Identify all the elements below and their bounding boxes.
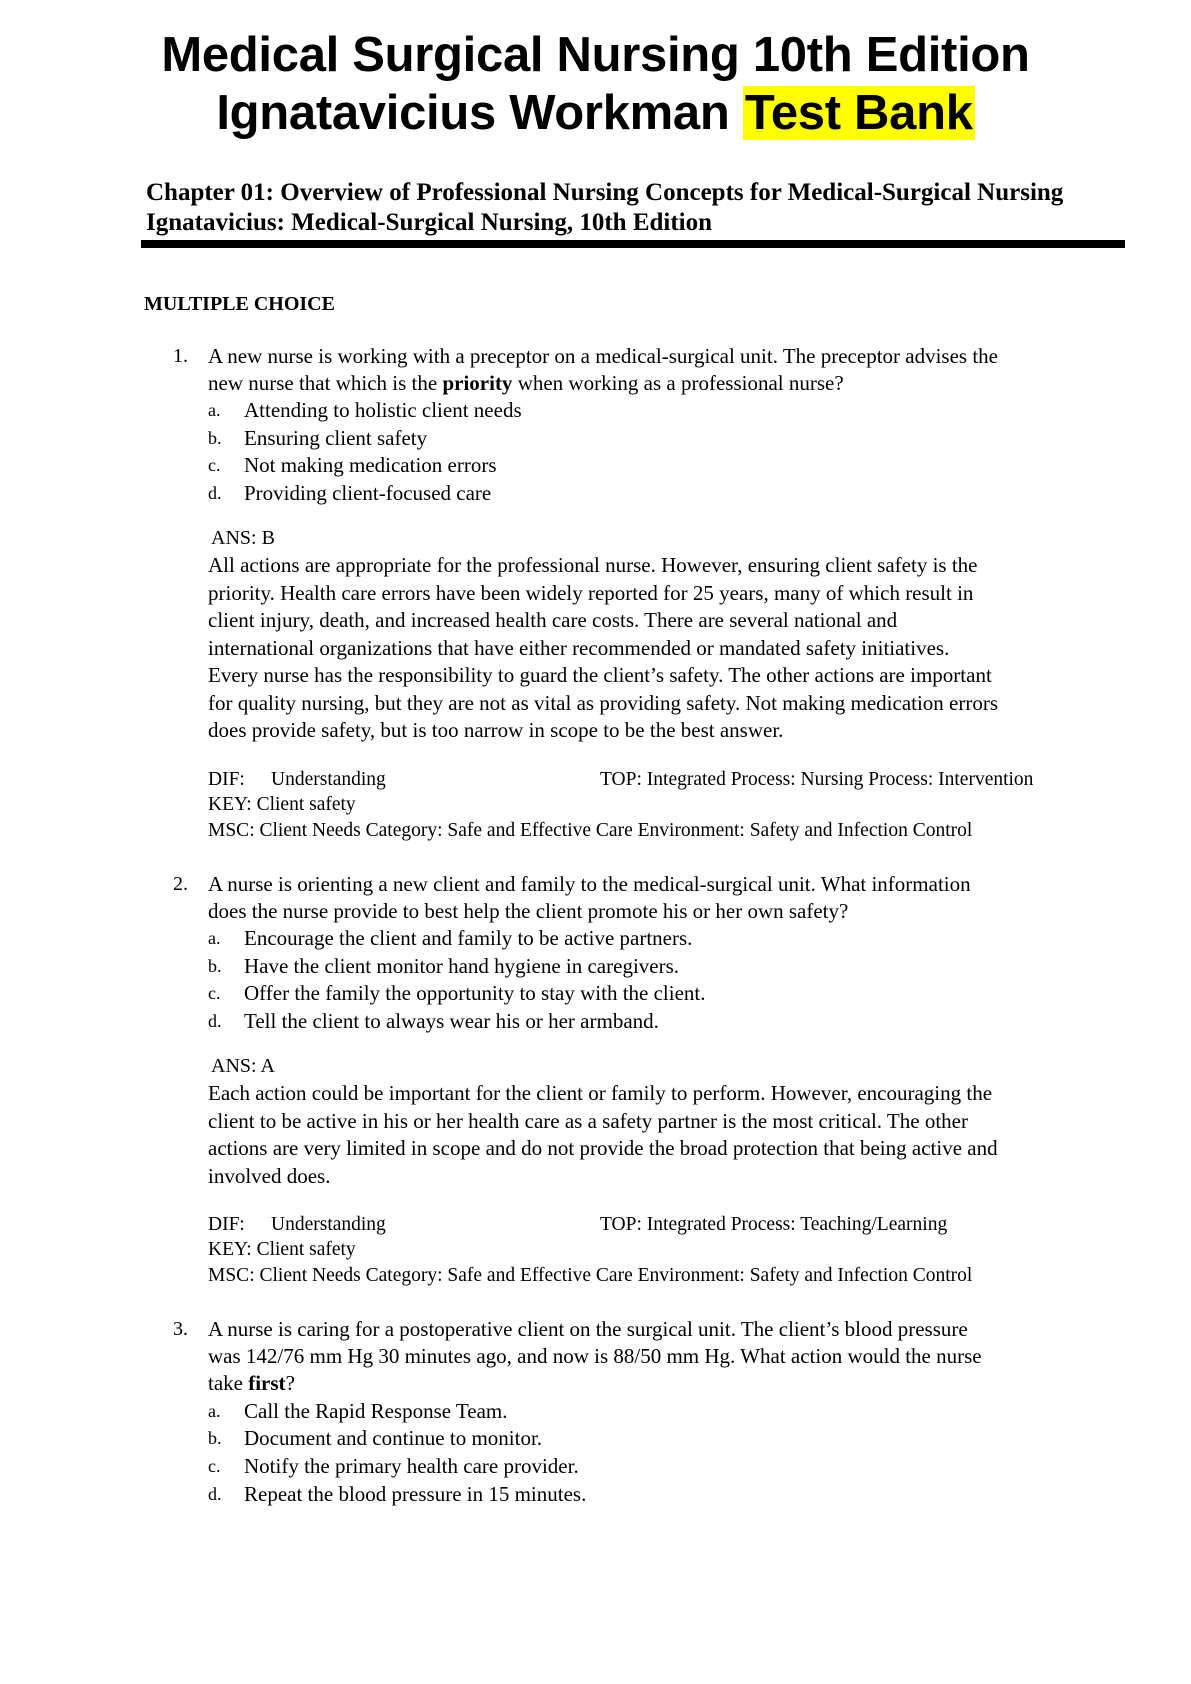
question-number: 1. [173, 345, 188, 367]
rationale-line: for quality nursing, but they are not as vital as providing safety. Not making medication errors [208, 690, 999, 715]
rationale-line: All actions are appropriate for the professional nurse. However, ensuring client safety is the [208, 553, 978, 577]
rationale-line: client to be active in his or her health care as a safety partner is the most critical. The other [208, 1108, 968, 1133]
difficulty-label: DIF: [208, 1214, 245, 1235]
rationale-line: involved does. [208, 1163, 331, 1188]
title-highlight-test-bank: Test Bank [744, 86, 973, 140]
rationale-line: Each action could be important for the client or family to perform. However, encouraging the [208, 1081, 993, 1105]
question-stem-line: does the nurse provide to best help the client promote his or her own safety? [208, 899, 849, 923]
option-letter: a. [208, 1401, 221, 1421]
document-title-line-2 [0, 84, 1191, 142]
option-letter: b. [208, 428, 222, 448]
topic-meta: TOP: Integrated Process: Teaching/Learning [600, 1214, 948, 1235]
msc-meta: MSC: Client Needs Category: Safe and Effective Care Environment: Safety and Infection Control [208, 1265, 973, 1286]
option-text: Offer the family the opportunity to stay with the client. [244, 981, 706, 1005]
option-letter: d. [208, 1484, 222, 1504]
question-number: 3. [173, 1318, 188, 1340]
document-title-line-1: Medical Surgical Nursing 10th Edition [161, 28, 1030, 82]
option-letter: a. [208, 400, 221, 420]
option-letter: c. [208, 1456, 221, 1476]
msc-meta: MSC: Client Needs Category: Safe and Effective Care Environment: Safety and Infection Control [208, 820, 973, 841]
difficulty-value: Understanding [271, 1214, 386, 1235]
option-text: Tell the client to always wear his or her armband. [244, 1009, 659, 1033]
option-letter: c. [208, 983, 221, 1003]
option-text: Not making medication errors [244, 453, 497, 477]
topic-meta: TOP: Integrated Process: Nursing Process: Intervention [600, 769, 1034, 790]
difficulty-value: Understanding [271, 769, 386, 790]
question-number: 2. [173, 873, 188, 895]
heading-divider [141, 240, 1125, 248]
question-stem-line: A nurse is caring for a postoperative client on the surgical unit. The client’s blood pressure [208, 1317, 968, 1341]
rationale-line: client injury, death, and increased health care costs. There are several national and [208, 608, 898, 632]
option-text: Attending to holistic client needs [244, 398, 522, 422]
option-text: Document and continue to monitor. [244, 1426, 543, 1450]
option-letter: c. [208, 455, 221, 475]
rationale-line: priority. Health care errors have been widely reported for 25 years, many of which result in [208, 580, 974, 605]
option-letter: a. [208, 928, 221, 948]
key-meta: KEY: Client safety [208, 794, 356, 815]
option-text: Call the Rapid Response Team. [244, 1399, 508, 1423]
emphasis-first: first [248, 1371, 286, 1395]
option-text: Repeat the blood pressure in 15 minutes. [244, 1482, 587, 1506]
option-text: Providing client-focused care [244, 481, 492, 505]
answer-key: ANS: B [211, 527, 275, 549]
question-stem-line: A new nurse is working with a preceptor on a medical-surgical unit. The preceptor advises the [208, 344, 998, 368]
chapter-heading: Chapter 01: Overview of Professional Nursing Concepts for Medical-Surgical Nursing [146, 179, 1064, 206]
difficulty-label: DIF: [208, 769, 245, 790]
option-letter: d. [208, 1011, 222, 1031]
section-title: MULTIPLE CHOICE [144, 293, 335, 315]
question-stem-line: new nurse that which is the priority when working as a professional nurse? [208, 371, 844, 395]
rationale-line: actions are very limited in scope and do not provide the broad protection that being active and [208, 1136, 998, 1160]
emphasis-priority: priority [442, 371, 513, 395]
rationale-line: Every nurse has the responsibility to guard the client’s safety. The other actions are important [208, 663, 992, 687]
rationale-line: does provide safety, but is too narrow in scope to be the best answer. [208, 718, 784, 742]
rationale-line: international organizations that have either recommended or mandated safety initiatives. [208, 635, 950, 660]
option-text: Notify the primary health care provider. [244, 1454, 579, 1478]
option-letter: b. [208, 1428, 222, 1448]
option-letter: d. [208, 483, 222, 503]
key-meta: KEY: Client safety [208, 1239, 356, 1260]
answer-key: ANS: A [211, 1055, 275, 1077]
option-text: Encourage the client and family to be active partners. [244, 926, 693, 950]
title-author-text: Ignatavicius Workman [216, 86, 743, 140]
option-text: Ensuring client safety [244, 426, 428, 450]
book-reference: Ignatavicius: Medical-Surgical Nursing, 10th Edition [146, 209, 713, 236]
question-stem-line: A nurse is orienting a new client and family to the medical-surgical unit. What information [208, 872, 971, 896]
option-text: Have the client monitor hand hygiene in caregivers. [244, 954, 680, 978]
question-stem-line: was 142/76 mm Hg 30 minutes ago, and now is 88/50 mm Hg. What action would the nurse [208, 1344, 982, 1368]
question-stem-line: take first? [208, 1371, 295, 1395]
option-letter: b. [208, 956, 222, 976]
